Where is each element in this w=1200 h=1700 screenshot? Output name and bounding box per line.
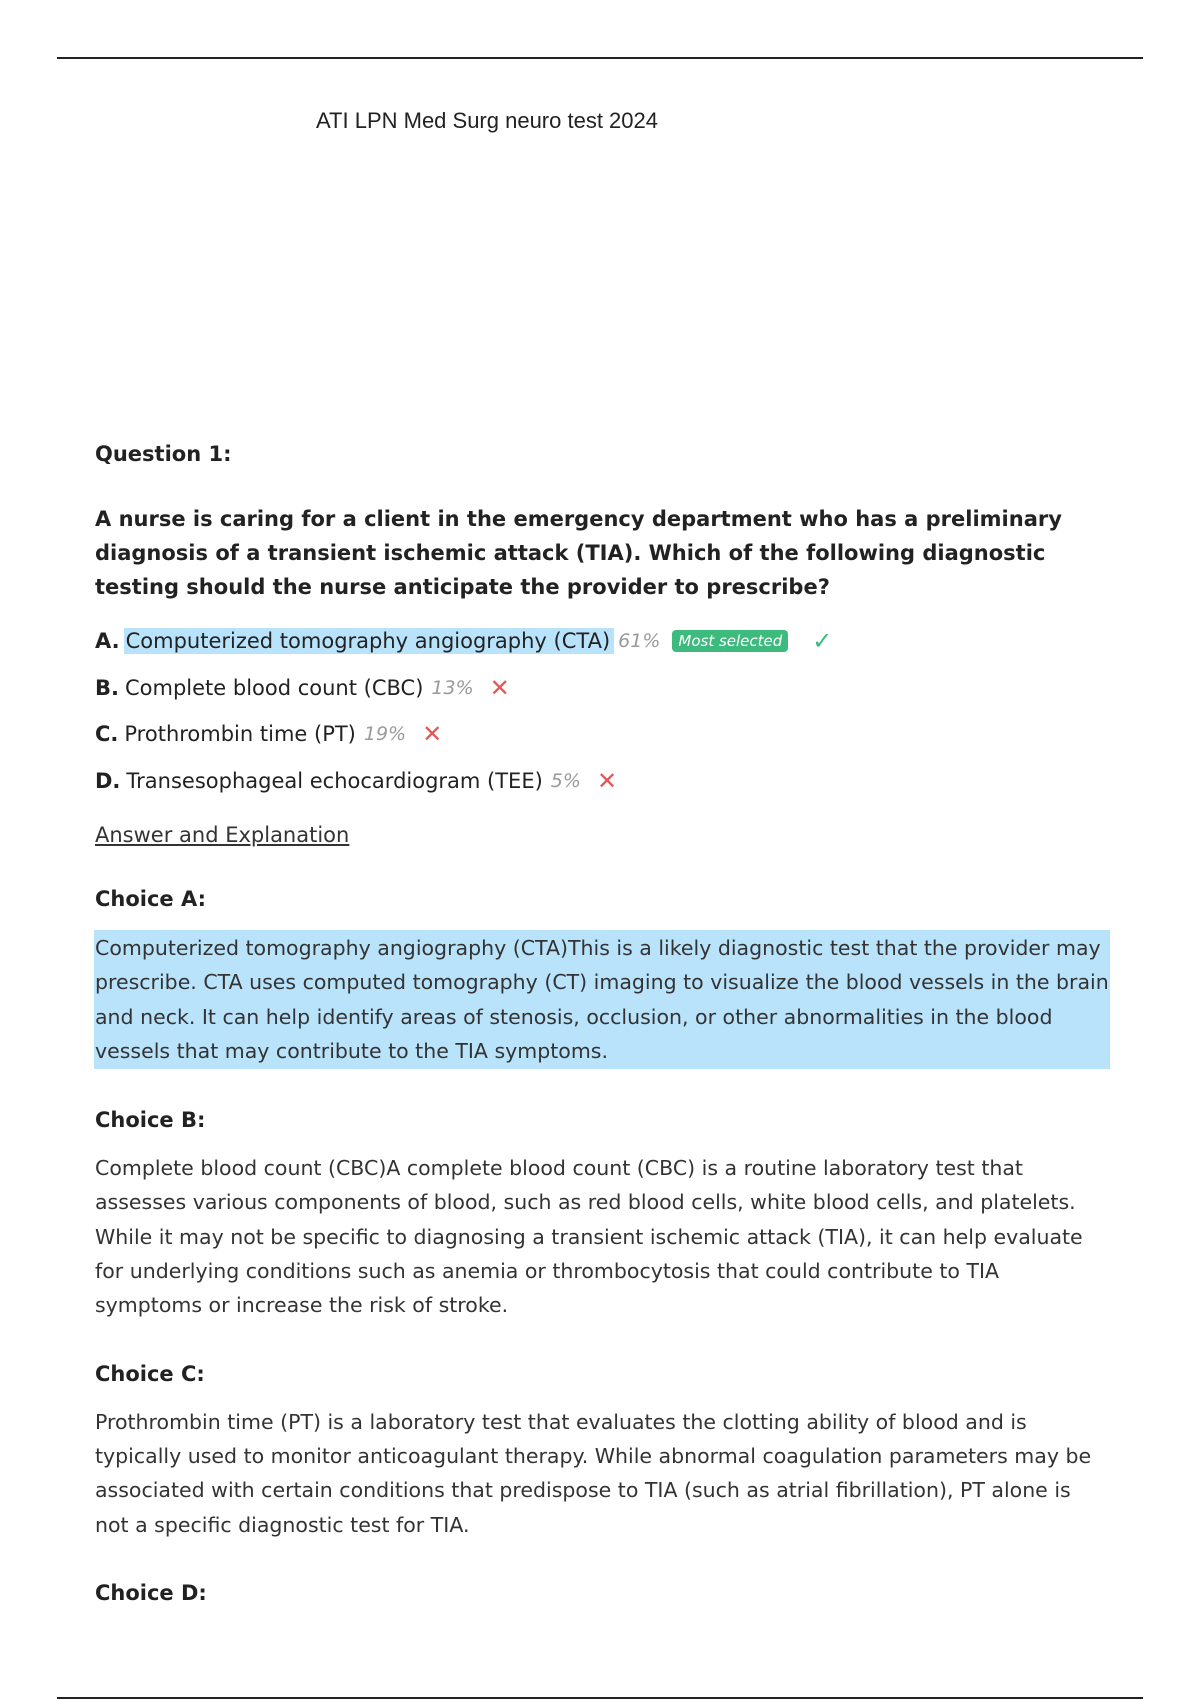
option-text: Computerized tomography angiography (CTA) <box>124 628 615 654</box>
top-rule <box>57 57 1143 59</box>
option-percent: 61% <box>618 630 661 653</box>
question-stem: A nurse is caring for a client in the emergency department who has a preliminary diagnosis of a transient ischemic attack (TIA). Which of the following diagnostic testing should the nurse anticipate the provider to prescribe? <box>95 507 1062 599</box>
option-percent: 13% <box>431 676 474 699</box>
option-b[interactable] <box>95 665 1110 712</box>
option-c[interactable] <box>95 711 1110 758</box>
option-letter: B. <box>95 675 119 700</box>
option-percent: 19% <box>363 723 407 746</box>
option-letter: C. <box>95 722 119 747</box>
choice-c-explanation: Prothrombin time (PT) is a laboratory test that evaluates the clotting ability of blood and is typically used to monitor anticoagulant therapy. While abnormal coagulation parameters may be associated with certain conditions that predispose to TIA (such as atrial fibrillation), PT alone is not a specific diagnostic test for TIA. <box>95 1409 1092 1537</box>
option-d[interactable] <box>95 758 1110 805</box>
choice-d-heading: Choice D: <box>95 1580 207 1605</box>
choice-a-heading: Choice A: <box>95 887 207 911</box>
choice-b-explanation: Complete blood count (CBC)A complete blood count (CBC) is a routine laboratory test that assesses various components of blood, such as red blood cells, white blood cells, and platelets. While it may not be specific to diagnosing a transient ischemic attack (TIA), it can help evaluate for underlying conditions such as anemia or thrombocytosis that could contribute to TIA symptoms or increase the risk of stroke. <box>95 1156 1083 1318</box>
answer-options <box>95 618 1110 804</box>
question-content <box>95 436 1110 1624</box>
option-letter: D. <box>95 768 121 793</box>
cross-icon: ✕ <box>489 673 510 702</box>
option-a[interactable] <box>95 618 1110 665</box>
question-heading: Question 1: <box>95 442 232 466</box>
check-icon: ✓ <box>812 627 833 656</box>
choice-a-explanation: Computerized tomography angiography (CTA)This is a likely diagnostic test that the provider may prescribe. CTA uses computed tomography (CT) imaging to visualize the blood vessels in the brain and neck. It can help identify areas of stenosis, occlusion, or other abnormalities in the blood vessels that may contribute to the TIA symptoms. <box>94 930 1110 1069</box>
answer-explanation-link[interactable]: Answer and Explanation <box>95 823 350 847</box>
cross-icon: ✕ <box>596 766 618 795</box>
choice-c-heading: Choice C: <box>95 1361 205 1386</box>
option-text: Transesophageal echocardiogram (TEE) <box>126 768 543 793</box>
option-text: Complete blood count (CBC) <box>124 675 424 700</box>
document-title: ATI LPN Med Surg neuro test 2024 <box>316 108 658 133</box>
bottom-rule <box>57 1697 1143 1699</box>
option-percent: 5% <box>550 769 581 792</box>
option-text: Prothrombin time (PT) <box>124 722 356 747</box>
choice-b-heading: Choice B: <box>95 1108 206 1133</box>
cross-icon: ✕ <box>422 720 443 749</box>
most-selected-badge: Most selected <box>672 630 788 652</box>
option-letter: A. <box>95 629 120 654</box>
